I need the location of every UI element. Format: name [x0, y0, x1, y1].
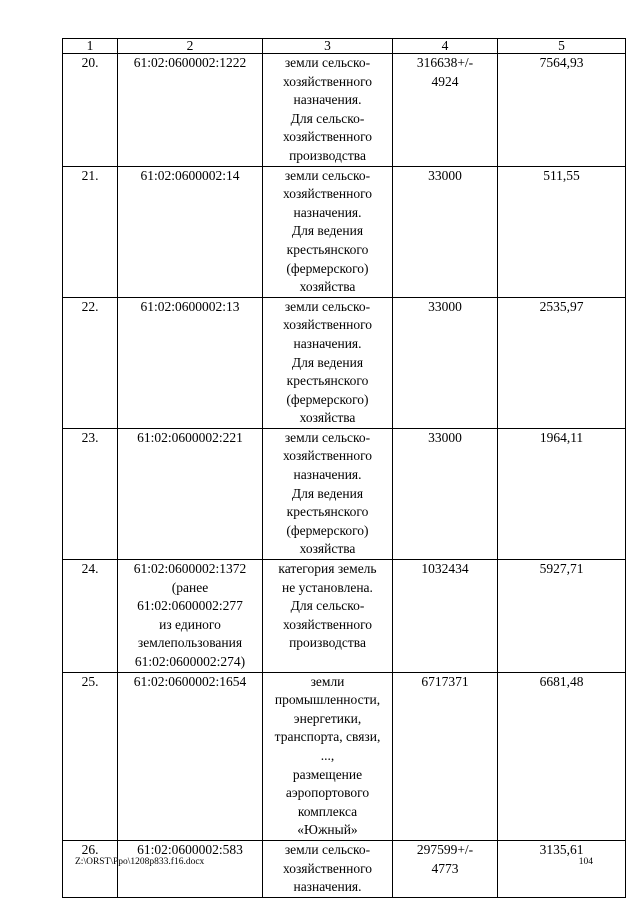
cadastral-value: 5927,71 — [539, 561, 584, 577]
land-category-cell — [263, 297, 393, 428]
cadastral-value: 6681,48 — [539, 673, 584, 689]
row-number: 26. — [81, 841, 99, 857]
cadastral-number-cell — [118, 560, 263, 673]
cadastral-number-cell — [118, 428, 263, 559]
table-row — [63, 840, 626, 897]
plot-area-cell — [393, 672, 498, 840]
cadastral-number-cell — [118, 54, 263, 167]
row-number: 23. — [81, 429, 99, 445]
plot-area: 33000 — [428, 429, 462, 445]
cadastral-value: 3135,61 — [539, 841, 584, 857]
land-category: земли сельско- хозяйственного назначения. Для ведения крестьянского (фермерского) хозяйства — [282, 298, 373, 426]
row-number-cell — [63, 672, 118, 840]
land-category-cell — [263, 54, 393, 167]
plot-area: 6717371 — [421, 673, 469, 689]
cadastral-value: 7564,93 — [539, 55, 584, 70]
row-number-cell — [63, 297, 118, 428]
land-category: земли сельско- хозяйственного назначения. — [282, 841, 373, 895]
cadastral-number-cell — [118, 297, 263, 428]
row-number-cell — [63, 54, 118, 167]
plot-area: 297599+/- 4773 — [416, 841, 474, 876]
cadastral-value-cell — [498, 840, 626, 897]
row-number-cell — [63, 560, 118, 673]
land-category: категория земель не установлена. Для сельско- хозяйственного производства — [278, 561, 377, 651]
table-row — [63, 166, 626, 297]
land-category: земли сельско- хозяйственного назначения. Для ведения крестьянского (фермерского) хозяйства — [282, 429, 373, 557]
land-category: земли сельско- хозяйственного назначения. Для сельско- хозяйственного производства — [282, 55, 373, 163]
table-header-row — [63, 39, 626, 54]
plot-area: 33000 — [428, 167, 462, 183]
header-col-3: 3 — [263, 39, 393, 54]
plot-area-cell — [393, 428, 498, 559]
row-number: 21. — [81, 167, 99, 183]
row-number: 20. — [81, 55, 99, 70]
table-row — [63, 54, 626, 167]
table-row — [63, 428, 626, 559]
cadastral-value: 511,55 — [543, 167, 580, 183]
table-row — [63, 297, 626, 428]
plot-area-cell — [393, 560, 498, 673]
cadastral-value-cell — [498, 54, 626, 167]
land-category-cell — [263, 428, 393, 559]
cadastral-number: 61:02:0600002:221 — [137, 429, 243, 445]
row-number: 24. — [81, 561, 99, 577]
header-col-1: 1 — [63, 39, 118, 54]
cadastral-number-cell — [118, 166, 263, 297]
page-number: 104 — [578, 857, 593, 867]
cadastral-number-cell — [118, 672, 263, 840]
row-number-cell — [63, 166, 118, 297]
cadastral-value: 1964,11 — [539, 429, 584, 445]
table-row — [63, 560, 626, 673]
land-category-cell — [263, 166, 393, 297]
cadastral-number: 61:02:0600002:1372 (ранее 61:02:0600002:277 из единого землепользования 61:02:0600002:274) — [133, 561, 247, 669]
land-category: земли сельско- хозяйственного назначения. Для ведения крестьянского (фермерского) хозяйства — [282, 167, 373, 295]
plot-area: 1032434 — [421, 561, 469, 577]
row-number: 22. — [81, 298, 99, 314]
header-col-5: 5 — [498, 39, 626, 54]
plot-area-cell — [393, 297, 498, 428]
cadastral-value-cell — [498, 166, 626, 297]
header-col-4: 4 — [393, 39, 498, 54]
row-number-cell — [63, 428, 118, 559]
row-number-cell — [63, 840, 118, 897]
cadastral-value-cell — [498, 560, 626, 673]
table-row — [63, 672, 626, 840]
cadastral-number: 61:02:0600002:1654 — [133, 673, 247, 689]
cadastral-value: 2535,97 — [539, 298, 584, 314]
plot-area-cell — [393, 166, 498, 297]
plot-area: 33000 — [428, 298, 462, 314]
cadastral-number-cell — [118, 840, 263, 897]
land-plots-table — [62, 38, 626, 898]
cadastral-value-cell — [498, 297, 626, 428]
cadastral-number: 61:02:0600002:583 — [137, 841, 243, 857]
cadastral-number: 61:02:0600002:1222 — [133, 55, 247, 70]
land-category-cell — [263, 840, 393, 897]
row-number: 25. — [81, 673, 99, 689]
plot-area-cell — [393, 54, 498, 167]
header-col-2: 2 — [118, 39, 263, 54]
land-category-cell — [263, 672, 393, 840]
cadastral-value-cell — [498, 672, 626, 840]
cadastral-value-cell — [498, 428, 626, 559]
cadastral-number: 61:02:0600002:14 — [140, 167, 240, 183]
land-category: земли промышленности, энергетики, транспорта, связи, ..., размещение аэропортового комплекса «Южный» — [274, 673, 381, 838]
plot-area-cell — [393, 840, 498, 897]
table-body — [63, 39, 626, 898]
land-category-cell — [263, 560, 393, 673]
footer-file-path: Z:\ORST\Ppo\1208p833.f16.docx — [75, 857, 205, 867]
cadastral-number: 61:02:0600002:13 — [140, 298, 240, 314]
plot-area: 316638+/- 4924 — [416, 55, 474, 89]
